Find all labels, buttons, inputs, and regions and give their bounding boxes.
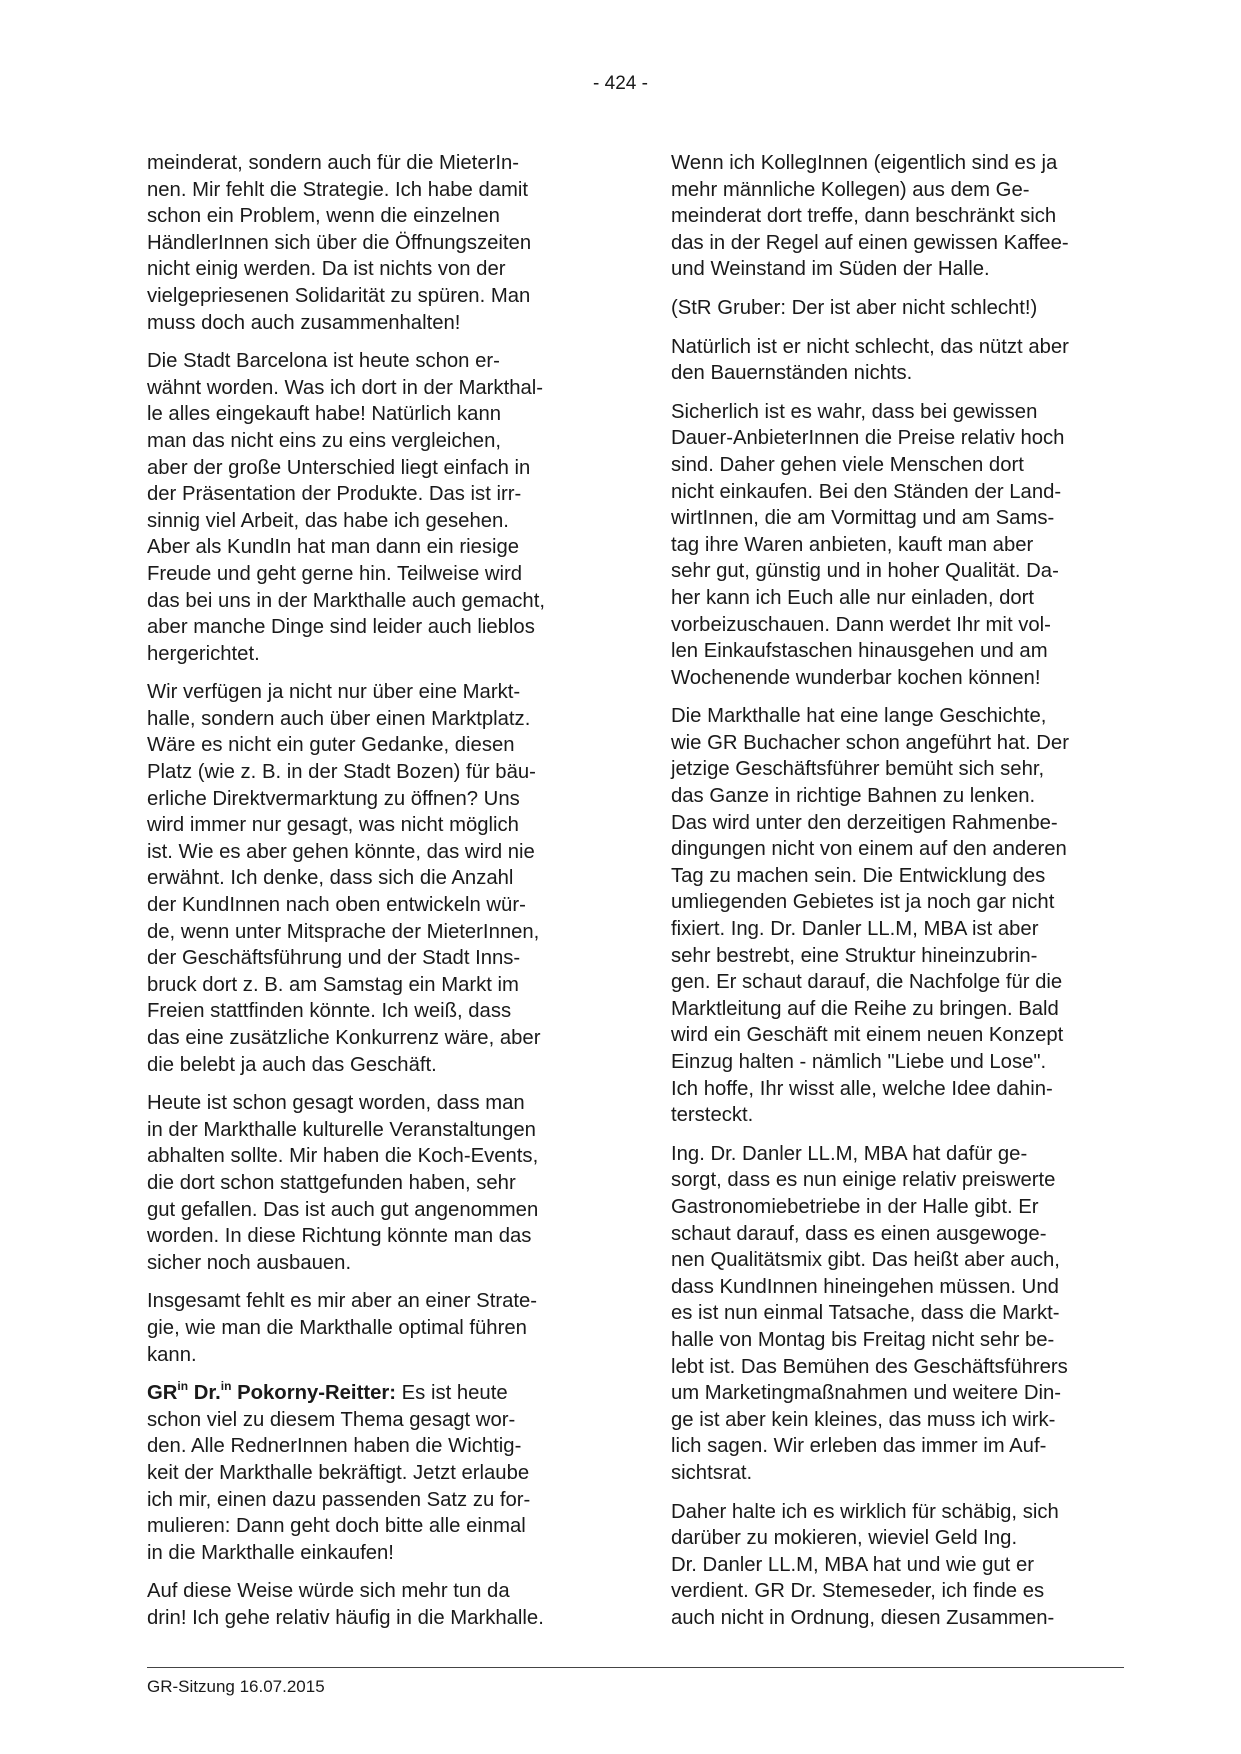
text-line: Auf diese Weise würde sich mehr tun da [147, 1580, 510, 1603]
text-line: de, wenn unter Mitsprache der MieterInnen, [147, 920, 540, 943]
text-line: keit der Markthalle bekräftigt. Jetzt erlaube [147, 1461, 530, 1484]
text-line: nicht einig werden. Da ist nichts von der [147, 258, 506, 281]
text-line: fixiert. Ing. Dr. Danler LL.M, MBA ist aber [671, 918, 1039, 941]
text-line: jetzige Geschäftsführer bemüht sich sehr, [671, 758, 1045, 781]
text-line: sicher noch ausbauen. [147, 1251, 352, 1274]
text-line: dass KundInnen hineingehen müssen. Und [671, 1275, 1059, 1298]
text-line: der KundInnen nach oben entwickeln wür- [147, 894, 526, 917]
text-line: mulieren: Dann geht doch bitte alle einmal [147, 1515, 526, 1538]
text-line: sinnig viel Arbeit, das habe ich gesehen. [147, 509, 509, 532]
speaker-line [147, 1380, 599, 1407]
paragraph [671, 1499, 1123, 1632]
text-line: wie GR Buchacher schon angeführt hat. Der [671, 731, 1069, 754]
text-line: es ist nun einmal Tatsache, dass die Markt- [671, 1302, 1060, 1325]
text-line: gut gefallen. Das ist auch gut angenommen [147, 1198, 539, 1221]
text-line: Dauer-AnbieterInnen die Preise relativ hoch [671, 427, 1065, 450]
paragraph [147, 679, 599, 1078]
paragraph [671, 150, 1123, 283]
text-line: nen Qualitätsmix gibt. Das heißt aber auch, [671, 1249, 1060, 1272]
text-line: das eine zusätzliche Konkurrenz wäre, aber [147, 1027, 541, 1049]
text-line: Aber als KundIn hat man dann ein riesige [147, 536, 520, 559]
text-line: hergerichtet. [147, 642, 260, 665]
speaker-surname: Pokorny-Reitter: [231, 1382, 396, 1405]
text-line: muss doch auch zusammenhalten! [147, 311, 461, 334]
speaker-title-dr: Dr. [188, 1382, 221, 1405]
text-line: Freien stattfinden könnte. Ich weiß, dass [147, 1000, 512, 1023]
text-line: Wenn ich KollegInnen (eigentlich sind es ja [671, 152, 1058, 174]
text-line: und Weinstand im Süden der Halle. [671, 258, 990, 281]
text-line: Marktleitung auf die Reihe zu bringen. Bald [671, 997, 1059, 1020]
text-line: Gastronomiebetriebe in der Halle gibt. Er [671, 1195, 1039, 1218]
speaker-title-gr: GR [147, 1382, 178, 1405]
text-line: lich sagen. Wir erleben das immer im Auf- [671, 1435, 1047, 1458]
text-line: halle, sondern auch über einen Marktplatz. [147, 707, 531, 730]
text-line: Die Markthalle hat eine lange Geschichte, [671, 705, 1047, 728]
text-line: sichtsrat. [671, 1461, 753, 1484]
text-line: darüber zu mokieren, wieviel Geld Ing. [671, 1527, 1018, 1550]
text-line: das Ganze in richtige Bahnen zu lenken. [671, 785, 1036, 808]
paragraph [147, 1288, 599, 1368]
paragraph [671, 1141, 1123, 1487]
text-line: nicht einkaufen. Bei den Ständen der Land- [671, 480, 1062, 503]
interjection [671, 295, 1123, 322]
text-line: schaut darauf, dass es einen ausgewoge- [671, 1222, 1047, 1245]
text-line: verdient. GR Dr. Stemeseder, ich finde es [671, 1580, 1045, 1603]
speaker-title-gr-sup: in [177, 1379, 189, 1394]
text-line: Insgesamt fehlt es mir aber an einer Strate- [147, 1290, 538, 1313]
text-line: sind. Daher gehen viele Menschen dort [671, 453, 1024, 476]
text-line: ich mir, einen dazu passenden Satz zu for- [147, 1488, 531, 1511]
text-line: Wäre es nicht ein guter Gedanke, diesen [147, 734, 515, 757]
speaker-title-dr-sup: in [220, 1379, 232, 1394]
paragraph [147, 150, 599, 336]
text-line: vielgepriesenen Solidarität zu spüren. Man [147, 284, 531, 307]
footer-divider [147, 1667, 1124, 1668]
text-line: wird ein Geschäft mit einem neuen Konzept [671, 1024, 1064, 1047]
text-line: der Geschäftsführung und der Stadt Inns- [147, 947, 521, 970]
page-number: - 424 - [593, 73, 648, 94]
text-line: le alles eingekauft habe! Natürlich kann [147, 403, 502, 426]
text-line: nen. Mir fehlt die Strategie. Ich habe damit [147, 178, 529, 201]
text-line: Sicherlich ist es wahr, dass bei gewissen [671, 400, 1038, 423]
text-line: aber der große Unterschied liegt einfach in [147, 456, 531, 479]
text-line: Ing. Dr. Danler LL.M, MBA hat dafür ge- [671, 1142, 1028, 1165]
text-line: sehr gut, günstig und in hoher Qualität. Da- [671, 560, 1059, 583]
text-line: drin! Ich gehe relativ häufig in die Markhalle. [147, 1606, 544, 1629]
paragraph [671, 399, 1123, 692]
text-line: man das nicht eins zu eins vergleichen, [147, 429, 501, 452]
text-line: Freude und geht gerne hin. Teilweise wird [147, 562, 523, 585]
speaker-text [147, 1407, 599, 1567]
text-line: Einzug halten - nämlich "Liebe und Lose". [671, 1051, 1047, 1073]
text-line: dingungen nicht von einem auf den anderen [671, 838, 1067, 861]
paragraph [147, 348, 599, 667]
text-line: Das wird unter den derzeitigen Rahmenbe- [671, 811, 1058, 834]
text-line: Platz (wie z. B. in der Stadt Bozen) für bäu- [147, 761, 536, 784]
text-line: den Bauernständen nichts. [671, 362, 913, 385]
text-line: Wochenende wunderbar kochen können! [671, 666, 1041, 689]
text-line: lebt ist. Das Bemühen des Geschäftsführers [671, 1355, 1068, 1378]
text-line: Dr. Danler LL.M, MBA hat und wie gut er [671, 1553, 1034, 1576]
text-line: Tag zu machen sein. Die Entwicklung des [671, 864, 1046, 887]
text-line: erliche Direktvermarktung zu öffnen? Uns [147, 787, 520, 810]
text-line: das bei uns in der Markthalle auch gemacht, [147, 589, 545, 612]
text-line: umliegenden Gebietes ist ja noch gar nicht [671, 891, 1055, 914]
text-line: wird immer nur gesagt, was nicht möglich [147, 814, 519, 837]
left-column [147, 150, 599, 1643]
speaker-paragraph [147, 1380, 599, 1566]
text-line: die dort schon stattgefunden haben, sehr [147, 1171, 516, 1194]
text-line: auch nicht in Ordnung, diesen Zusammen- [671, 1606, 1055, 1629]
text-line: wirtInnen, die am Vormittag und am Sams- [671, 507, 1055, 530]
text-line: tag ihre Waren anbieten, kauft man aber [671, 533, 1034, 556]
text-line: das in der Regel auf einen gewissen Kaffee- [671, 231, 1069, 254]
text-line: Daher halte ich es wirklich für schäbig, sich [671, 1500, 1059, 1523]
text-line: der Präsentation der Produkte. Das ist irr- [147, 483, 522, 506]
speaker-name [147, 1379, 396, 1405]
text-line: meinderat, sondern auch für die MieterIn- [147, 152, 520, 174]
text-line: vorbeizuschauen. Dann werdet Ihr mit vol- [671, 613, 1051, 636]
footer-text: GR-Sitzung 16.07.2015 [147, 1677, 325, 1696]
speaker-text-start: Es ist heute [396, 1382, 508, 1405]
text-line: worden. In diese Richtung könnte man das [147, 1225, 532, 1248]
text-line: halle von Montag bis Freitag nicht sehr be- [671, 1328, 1055, 1351]
text-line: HändlerInnen sich über die Öffnungszeiten [147, 231, 532, 254]
text-line: sorgt, dass es nun einige relativ preiswerte [671, 1169, 1056, 1192]
text-line: Heute ist schon gesagt worden, dass man [147, 1092, 525, 1115]
text-line: die belebt ja auch das Geschäft. [147, 1053, 437, 1076]
text-line: wähnt worden. Was ich dort in der Markthal- [147, 376, 544, 399]
text-line: aber manche Dinge sind leider auch lieblos [147, 616, 535, 639]
text-line: her kann ich Euch alle nur einladen, dort [671, 586, 1035, 609]
text-line: gie, wie man die Markthalle optimal führen [147, 1316, 527, 1339]
text-line: gen. Er schaut darauf, die Nachfolge für die [671, 971, 1063, 994]
text-line: Die Stadt Barcelona ist heute schon er- [147, 350, 500, 373]
text-line: Natürlich ist er nicht schlecht, das nützt aber [671, 335, 1069, 358]
text-line: schon viel zu diesem Thema gesagt wor- [147, 1408, 516, 1431]
text-line: len Einkaufstaschen hinausgehen und am [671, 640, 1048, 663]
paragraph [671, 703, 1123, 1129]
right-column [671, 150, 1123, 1643]
text-line: (StR Gruber: Der ist aber nicht schlecht!) [671, 296, 1038, 319]
text-line: um Marketingmaßnahmen und weitere Din- [671, 1382, 1062, 1405]
paragraph [147, 1090, 599, 1276]
paragraph [147, 1578, 599, 1631]
text-line: tersteckt. [671, 1104, 754, 1127]
text-line: ist. Wie es aber gehen könnte, das wird nie [147, 840, 535, 863]
text-line: in der Markthalle kulturelle Veranstaltungen [147, 1118, 536, 1141]
text-line: Ich hoffe, Ihr wisst alle, welche Idee dahin- [671, 1077, 1053, 1100]
text-line: ge ist aber kein kleines, das muss ich wirk- [671, 1408, 1056, 1431]
text-line: erwähnt. Ich denke, dass sich die Anzahl [147, 867, 514, 890]
text-line: in die Markthalle einkaufen! [147, 1541, 394, 1564]
text-line: kann. [147, 1343, 197, 1366]
text-line: Wir verfügen ja nicht nur über eine Markt- [147, 681, 521, 704]
text-line: abhalten sollte. Mir haben die Koch-Events, [147, 1145, 539, 1168]
text-line: schon ein Problem, wenn die einzelnen [147, 205, 500, 228]
text-line: mehr männliche Kollegen) aus dem Ge- [671, 178, 1030, 201]
text-line: sehr bestrebt, eine Struktur hineinzubrin- [671, 944, 1038, 967]
text-line: meinderat dort treffe, dann beschränkt sich [671, 205, 1057, 228]
text-line: bruck dort z. B. am Samstag ein Markt im [147, 973, 519, 996]
text-line: den. Alle RednerInnen haben die Wichtig- [147, 1435, 522, 1458]
paragraph [671, 334, 1123, 387]
